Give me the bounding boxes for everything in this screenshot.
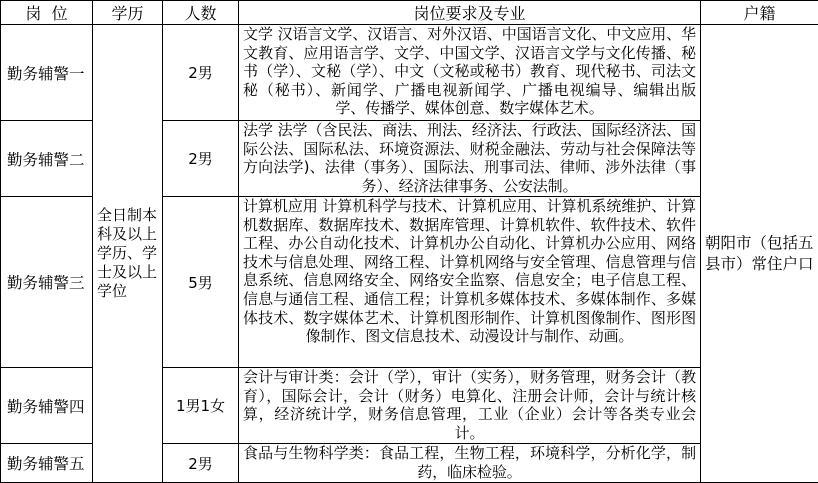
requirements-cell: 会计与审计类：会计（学），审计（实务），财务管理，财务会计（教育），国际会计，会计（财务）电算化、注册会计师，会计与统计核算，经济统计学，财务信息管理，工业（企业）会计等各类专业会计。	[239, 368, 701, 444]
count-cell: 1男1女	[163, 368, 239, 444]
count-cell: 2男	[163, 121, 239, 197]
requirements-cell: 计算机应用 计算机科学与技术、计算机应用、计算机系统维护、计算机数据库、数据库技术、数据库管理、计算机软件、软件技术、软件工程、办公自动化技术、计算机办公自动化、计算机办公应用、网络技术与信息处理、网络工程、计算机网络与安全管理、信息管理与信息系统、信息网络安全、网络安全监察、信息安全；电子信息工程、信息与通信工程、通信工程；计算机多媒体技术、多媒体制作、多媒体技术、数字媒体艺术、计算机图形制作、计算机图像制作、图形图像制作、图文信息技术、动漫设计与制作、动画。	[239, 197, 701, 368]
education-cell: 全日制本科及以上学历、学士及以上学位	[93, 25, 163, 483]
requirements-cell: 文学 汉语言文学、汉语言、对外汉语、中国语言文化、中文应用、华文教育、应用语言学、文学、中国文学、汉语言文学与文化传播、秘书（学）、文秘（学）、中文（文秘或秘书）教育、现代秘书、司法文秘（秘书）、新闻学、广播电视新闻学、广播电视编导、编辑出版学、传播学、媒体创意、数字媒体艺术。	[239, 25, 701, 121]
header-residence: 户籍	[701, 1, 818, 25]
requirements-cell: 法学 法学（含民法、商法、刑法、经济法、行政法、国际经济法、国际公法、国际私法、环境资源法、财税金融法、劳动与社会保障法等方向法学)、法律（事务）、国际法、刑事司法、律师、涉外法律（事务）、经济法律事务、公安法制。	[239, 121, 701, 197]
table-row	[1, 25, 818, 121]
requirements-cell: 食品与生物科学类：食品工程，生物工程，环境科学，分析化学，制药，临床检验。	[239, 444, 701, 483]
header-post: 岗 位	[1, 1, 93, 25]
count-cell: 2男	[163, 444, 239, 483]
count-cell: 2男	[163, 25, 239, 121]
count-cell: 5男	[163, 197, 239, 368]
header-education: 学历	[93, 1, 163, 25]
post-cell: 勤务辅警五	[1, 444, 93, 483]
header-requirements: 岗位要求及专业	[239, 1, 701, 25]
header-count: 人数	[163, 1, 239, 25]
header-row	[1, 1, 818, 25]
post-cell: 勤务辅警四	[1, 368, 93, 444]
post-cell: 勤务辅警二	[1, 121, 93, 197]
residence-cell: 朝阳市（包括五县市）常住户口	[701, 25, 818, 483]
post-cell: 勤务辅警三	[1, 197, 93, 368]
post-cell: 勤务辅警一	[1, 25, 93, 121]
